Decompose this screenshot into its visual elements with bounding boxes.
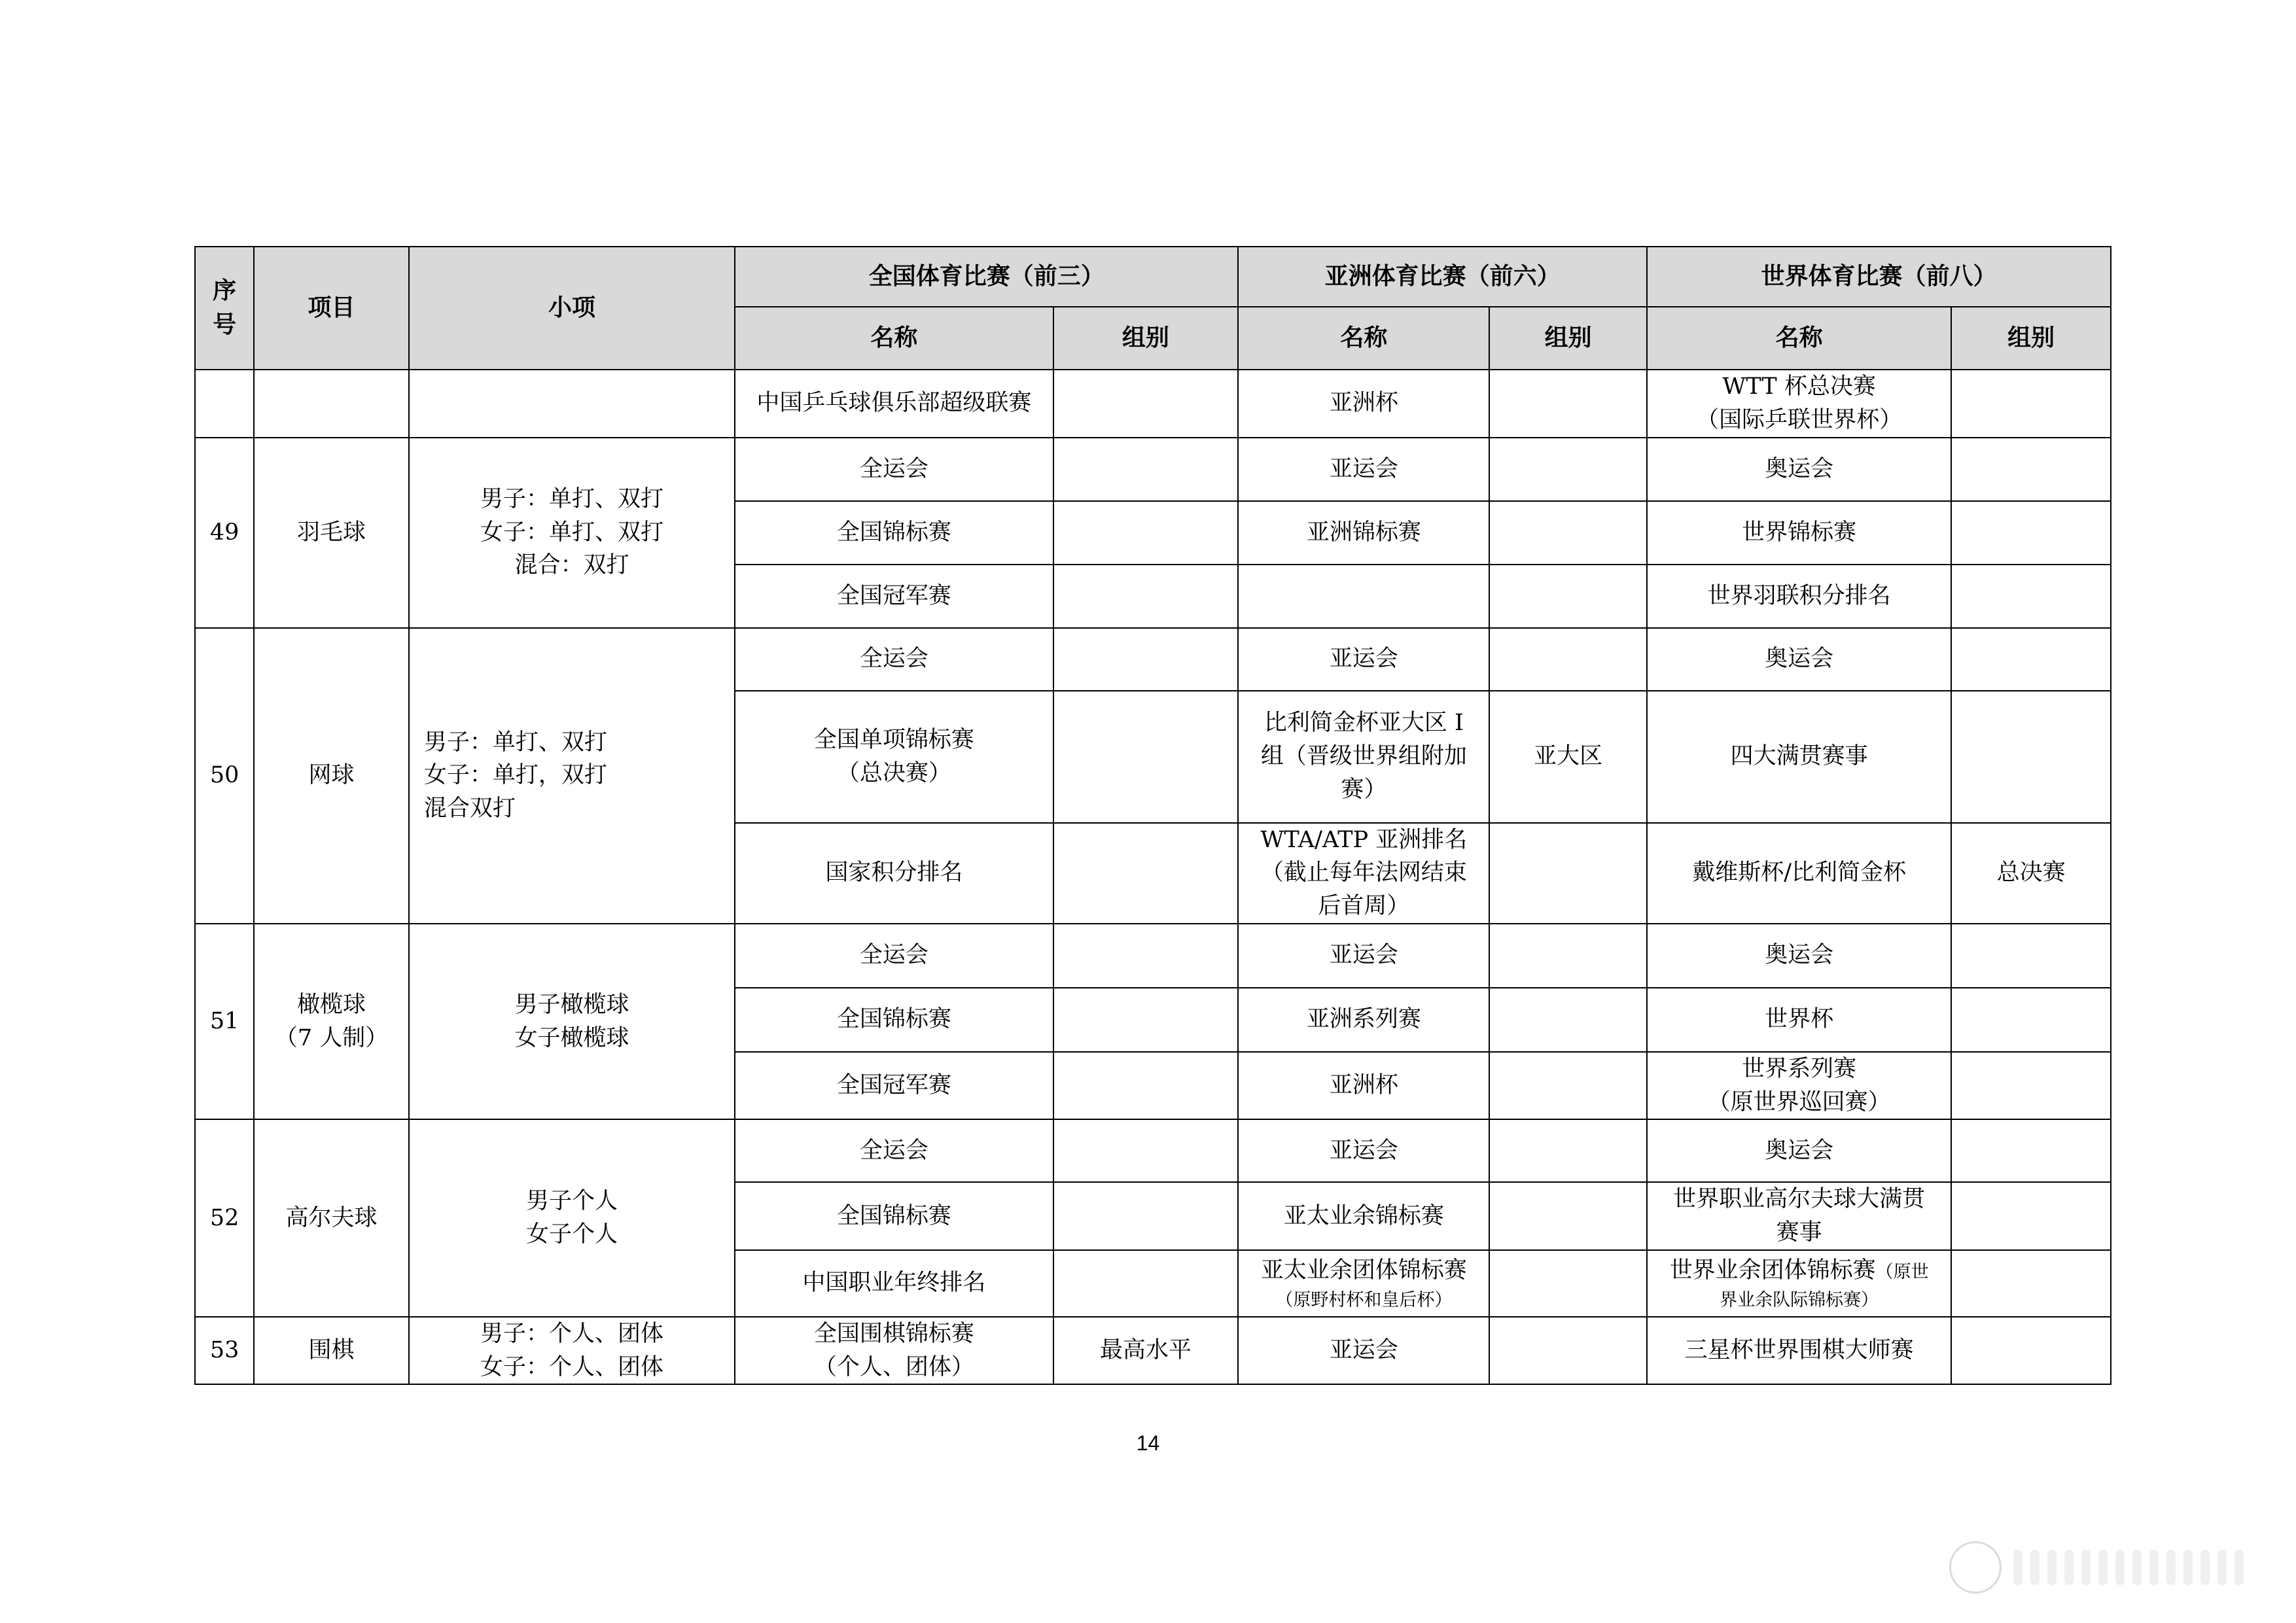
world-name-cell: 世界锦标赛	[1647, 501, 1951, 565]
national-group-cell	[1053, 823, 1239, 924]
world-group-cell	[1951, 1119, 2111, 1182]
seq-cell: 53	[195, 1317, 254, 1385]
project-cell	[254, 924, 409, 1120]
asian-group-cell	[1489, 924, 1647, 988]
asian-name-cell: 亚运会	[1238, 1119, 1489, 1182]
national-name-cell: 全运会	[735, 628, 1053, 691]
watermark-logo	[1949, 1538, 2257, 1597]
header-row-1	[195, 247, 2111, 307]
world-name-cell: 三星杯世界围棋大师赛	[1647, 1317, 1951, 1385]
world-group-cell	[1951, 1052, 2111, 1120]
world-name-line: WTT 杯总决赛	[1722, 374, 1876, 400]
national-group-cell	[1053, 370, 1239, 438]
world-name-cell: 奥运会	[1647, 438, 1951, 501]
national-name-cell: 全国锦标赛	[735, 1182, 1053, 1250]
national-name-cell: 中国乒乓球俱乐部超级联赛	[735, 370, 1053, 438]
asian-group-cell	[1489, 1182, 1647, 1250]
world-group-cell	[1951, 988, 2111, 1052]
national-name-cell	[735, 691, 1053, 823]
sub-item-line: 女子：单打、双打	[480, 519, 664, 546]
asian-name-line: 比利简金杯亚大区 I	[1263, 710, 1464, 737]
asian-name-line: （原野村杯和皇后杯）	[1275, 1289, 1453, 1310]
world-name-cell: 奥运会	[1647, 1119, 1951, 1182]
asian-group-cell	[1489, 501, 1647, 565]
world-group-cell: 总决赛	[1951, 823, 2111, 924]
project-cell: 围棋	[254, 1317, 409, 1385]
world-name-cell: 戴维斯杯/比利简金杯	[1647, 823, 1951, 924]
sub-item-line: 男子橄榄球	[514, 991, 629, 1018]
competition-table	[194, 246, 2111, 1385]
world-name-line: （国际乒联世界杯）	[1696, 406, 1903, 433]
national-group-cell	[1053, 628, 1239, 691]
asian-group-cell	[1489, 1052, 1647, 1120]
sub-item-line: 男子：单打、双打	[423, 729, 607, 756]
sub-item-line: 男子：个人、团体	[480, 1320, 664, 1347]
national-group-cell: 最高水平	[1053, 1317, 1239, 1385]
project-line: 橄榄球	[297, 991, 366, 1018]
asian-group-cell	[1489, 628, 1647, 691]
asian-group-cell	[1489, 438, 1647, 501]
national-name-cell: 全国锦标赛	[735, 988, 1053, 1052]
asian-name-cell: 亚运会	[1238, 924, 1489, 988]
national-group-cell	[1053, 1052, 1239, 1120]
sub-item-cell	[409, 370, 735, 438]
header-national: 全国体育比赛（前三）	[735, 247, 1238, 307]
national-name-cell: 全运会	[735, 924, 1053, 988]
seq-cell: 50	[195, 628, 254, 924]
sub-item-cell	[409, 924, 735, 1120]
national-group-cell	[1053, 1250, 1239, 1317]
seq-cell: 49	[195, 438, 254, 628]
project-cell: 羽毛球	[254, 438, 409, 628]
header-world: 世界体育比赛（前八）	[1647, 247, 2111, 307]
table-row	[195, 370, 2111, 438]
asian-name-cell: 亚洲杯	[1238, 1052, 1489, 1120]
national-group-cell	[1053, 691, 1239, 823]
asian-name-cell: 亚运会	[1238, 438, 1489, 501]
world-name-cell: 奥运会	[1647, 924, 1951, 988]
sub-item-line: 女子个人	[526, 1221, 618, 1248]
national-group-cell	[1053, 565, 1239, 628]
world-name-cell: 奥运会	[1647, 628, 1951, 691]
asian-group-cell	[1489, 823, 1647, 924]
world-name-cell	[1647, 1052, 1951, 1120]
asian-name-line: 赛）	[1341, 776, 1387, 803]
asian-name-cell: 亚运会	[1238, 1317, 1489, 1385]
national-name-cell	[735, 1317, 1053, 1385]
sub-item-line: 混合：双打	[514, 552, 629, 579]
watermark-bars-icon	[2013, 1550, 2244, 1585]
asian-name-cell: 亚洲锦标赛	[1238, 501, 1489, 565]
world-name-cell: 世界羽联积分排名	[1647, 565, 1951, 628]
world-name-text: 世界业余团体锦标赛	[1669, 1257, 1876, 1283]
asian-name-cell: 亚太业余锦标赛	[1238, 1182, 1489, 1250]
asian-group-cell	[1489, 1250, 1647, 1317]
national-name-cell: 全运会	[735, 1119, 1053, 1182]
national-name-cell: 全国冠军赛	[735, 565, 1053, 628]
asian-name-cell	[1238, 691, 1489, 823]
project-cell: 网球	[254, 628, 409, 924]
national-name-line: （个人、团体）	[813, 1353, 974, 1380]
seq-cell: 52	[195, 1119, 254, 1317]
table-row	[195, 1317, 2111, 1385]
sub-item-cell	[409, 438, 735, 628]
sub-item-line: 男子：单打、双打	[480, 485, 664, 512]
national-group-cell	[1053, 924, 1239, 988]
world-group-cell	[1951, 628, 2111, 691]
header-project: 项目	[254, 247, 409, 370]
table-row	[195, 1119, 2111, 1182]
world-name-line: 界业余队际锦标赛）	[1720, 1289, 1879, 1310]
national-group-cell	[1053, 501, 1239, 565]
national-name-cell: 全运会	[735, 438, 1053, 501]
world-group-cell	[1951, 924, 2111, 988]
watermark-circle-icon	[1949, 1541, 2002, 1594]
header-national-group: 组别	[1053, 307, 1239, 370]
header-seq	[195, 247, 254, 370]
header-asian: 亚洲体育比赛（前六）	[1238, 247, 1647, 307]
asian-group-cell	[1489, 1317, 1647, 1385]
world-group-cell	[1951, 1250, 2111, 1317]
world-name-line: 世界职业高尔夫球大满贯	[1673, 1186, 1926, 1213]
sub-item-cell	[409, 1119, 735, 1317]
asian-name-cell	[1238, 823, 1489, 924]
asian-name-line: WTA/ATP 亚洲排名	[1260, 826, 1468, 853]
world-group-cell	[1951, 501, 2111, 565]
header-seq-char-1: 序	[213, 277, 237, 304]
world-name-line: 赛事	[1776, 1219, 1822, 1246]
asian-name-line: 亚太业余团体锦标赛	[1260, 1257, 1467, 1283]
asian-name-line: 后首周）	[1318, 893, 1410, 919]
project-cell: 高尔夫球	[254, 1119, 409, 1317]
national-group-cell	[1053, 1119, 1239, 1182]
page-number: 14	[1136, 1431, 1160, 1455]
project-line: （7 人制）	[274, 1024, 389, 1051]
asian-group-cell	[1489, 565, 1647, 628]
sub-item-cell	[409, 628, 735, 924]
world-group-cell	[1951, 1317, 2111, 1385]
sub-item-cell	[409, 1317, 735, 1385]
national-name-line: 全国单项锦标赛	[813, 726, 974, 753]
seq-cell	[195, 370, 254, 438]
national-name-cell: 国家积分排名	[735, 823, 1053, 924]
header-asian-group: 组别	[1489, 307, 1647, 370]
world-group-cell	[1951, 1182, 2111, 1250]
world-name-cell	[1647, 1250, 1951, 1317]
asian-group-cell	[1489, 370, 1647, 438]
national-name-cell: 中国职业年终排名	[735, 1250, 1053, 1317]
table-row	[195, 438, 2111, 501]
national-group-cell	[1053, 438, 1239, 501]
asian-name-line: （截止每年法网结束	[1260, 860, 1467, 886]
national-name-cell: 全国锦标赛	[735, 501, 1053, 565]
world-name-line: （原世界巡回赛）	[1707, 1089, 1891, 1115]
sub-item-line: 女子：个人、团体	[480, 1353, 664, 1380]
asian-name-cell: 亚洲杯	[1238, 370, 1489, 438]
national-group-cell	[1053, 988, 1239, 1052]
world-name-cell: 四大满贯赛事	[1647, 691, 1951, 823]
world-group-cell	[1951, 370, 2111, 438]
table-row	[195, 924, 2111, 988]
asian-group-cell: 亚大区	[1489, 691, 1647, 823]
national-name-line: （总决赛）	[836, 759, 951, 786]
asian-group-cell	[1489, 988, 1647, 1052]
world-name-cell	[1647, 1182, 1951, 1250]
sub-item-line: 女子：单打，双打	[423, 762, 607, 789]
world-name-line: 世界系列赛	[1742, 1055, 1857, 1082]
world-group-cell	[1951, 691, 2111, 823]
world-group-cell	[1951, 438, 2111, 501]
header-seq-char-2: 号	[213, 311, 237, 338]
sub-item-line: 男子个人	[526, 1188, 618, 1215]
header-asian-name: 名称	[1238, 307, 1489, 370]
world-group-cell	[1951, 565, 2111, 628]
world-name-cell: 世界杯	[1647, 988, 1951, 1052]
asian-name-cell	[1238, 565, 1489, 628]
world-name-cell	[1647, 370, 1951, 438]
header-world-name: 名称	[1647, 307, 1951, 370]
asian-name-cell: 亚运会	[1238, 628, 1489, 691]
project-cell	[254, 370, 409, 438]
sub-item-line: 女子橄榄球	[514, 1024, 629, 1051]
seq-cell: 51	[195, 924, 254, 1120]
national-name-line: 全国围棋锦标赛	[813, 1320, 974, 1347]
header-sub-item: 小项	[409, 247, 735, 370]
header-world-group: 组别	[1951, 307, 2111, 370]
world-name-line	[1651, 1254, 1947, 1287]
asian-group-cell	[1489, 1119, 1647, 1182]
asian-name-line: 组（晋级世界组附加	[1260, 743, 1467, 770]
sub-item-line: 混合双打	[423, 795, 516, 822]
national-group-cell	[1053, 1182, 1239, 1250]
asian-name-cell: 亚洲系列赛	[1238, 988, 1489, 1052]
world-name-note: （原世	[1875, 1261, 1929, 1282]
header-national-name: 名称	[735, 307, 1053, 370]
national-name-cell: 全国冠军赛	[735, 1052, 1053, 1120]
table-row	[195, 628, 2111, 691]
asian-name-cell	[1238, 1250, 1489, 1317]
